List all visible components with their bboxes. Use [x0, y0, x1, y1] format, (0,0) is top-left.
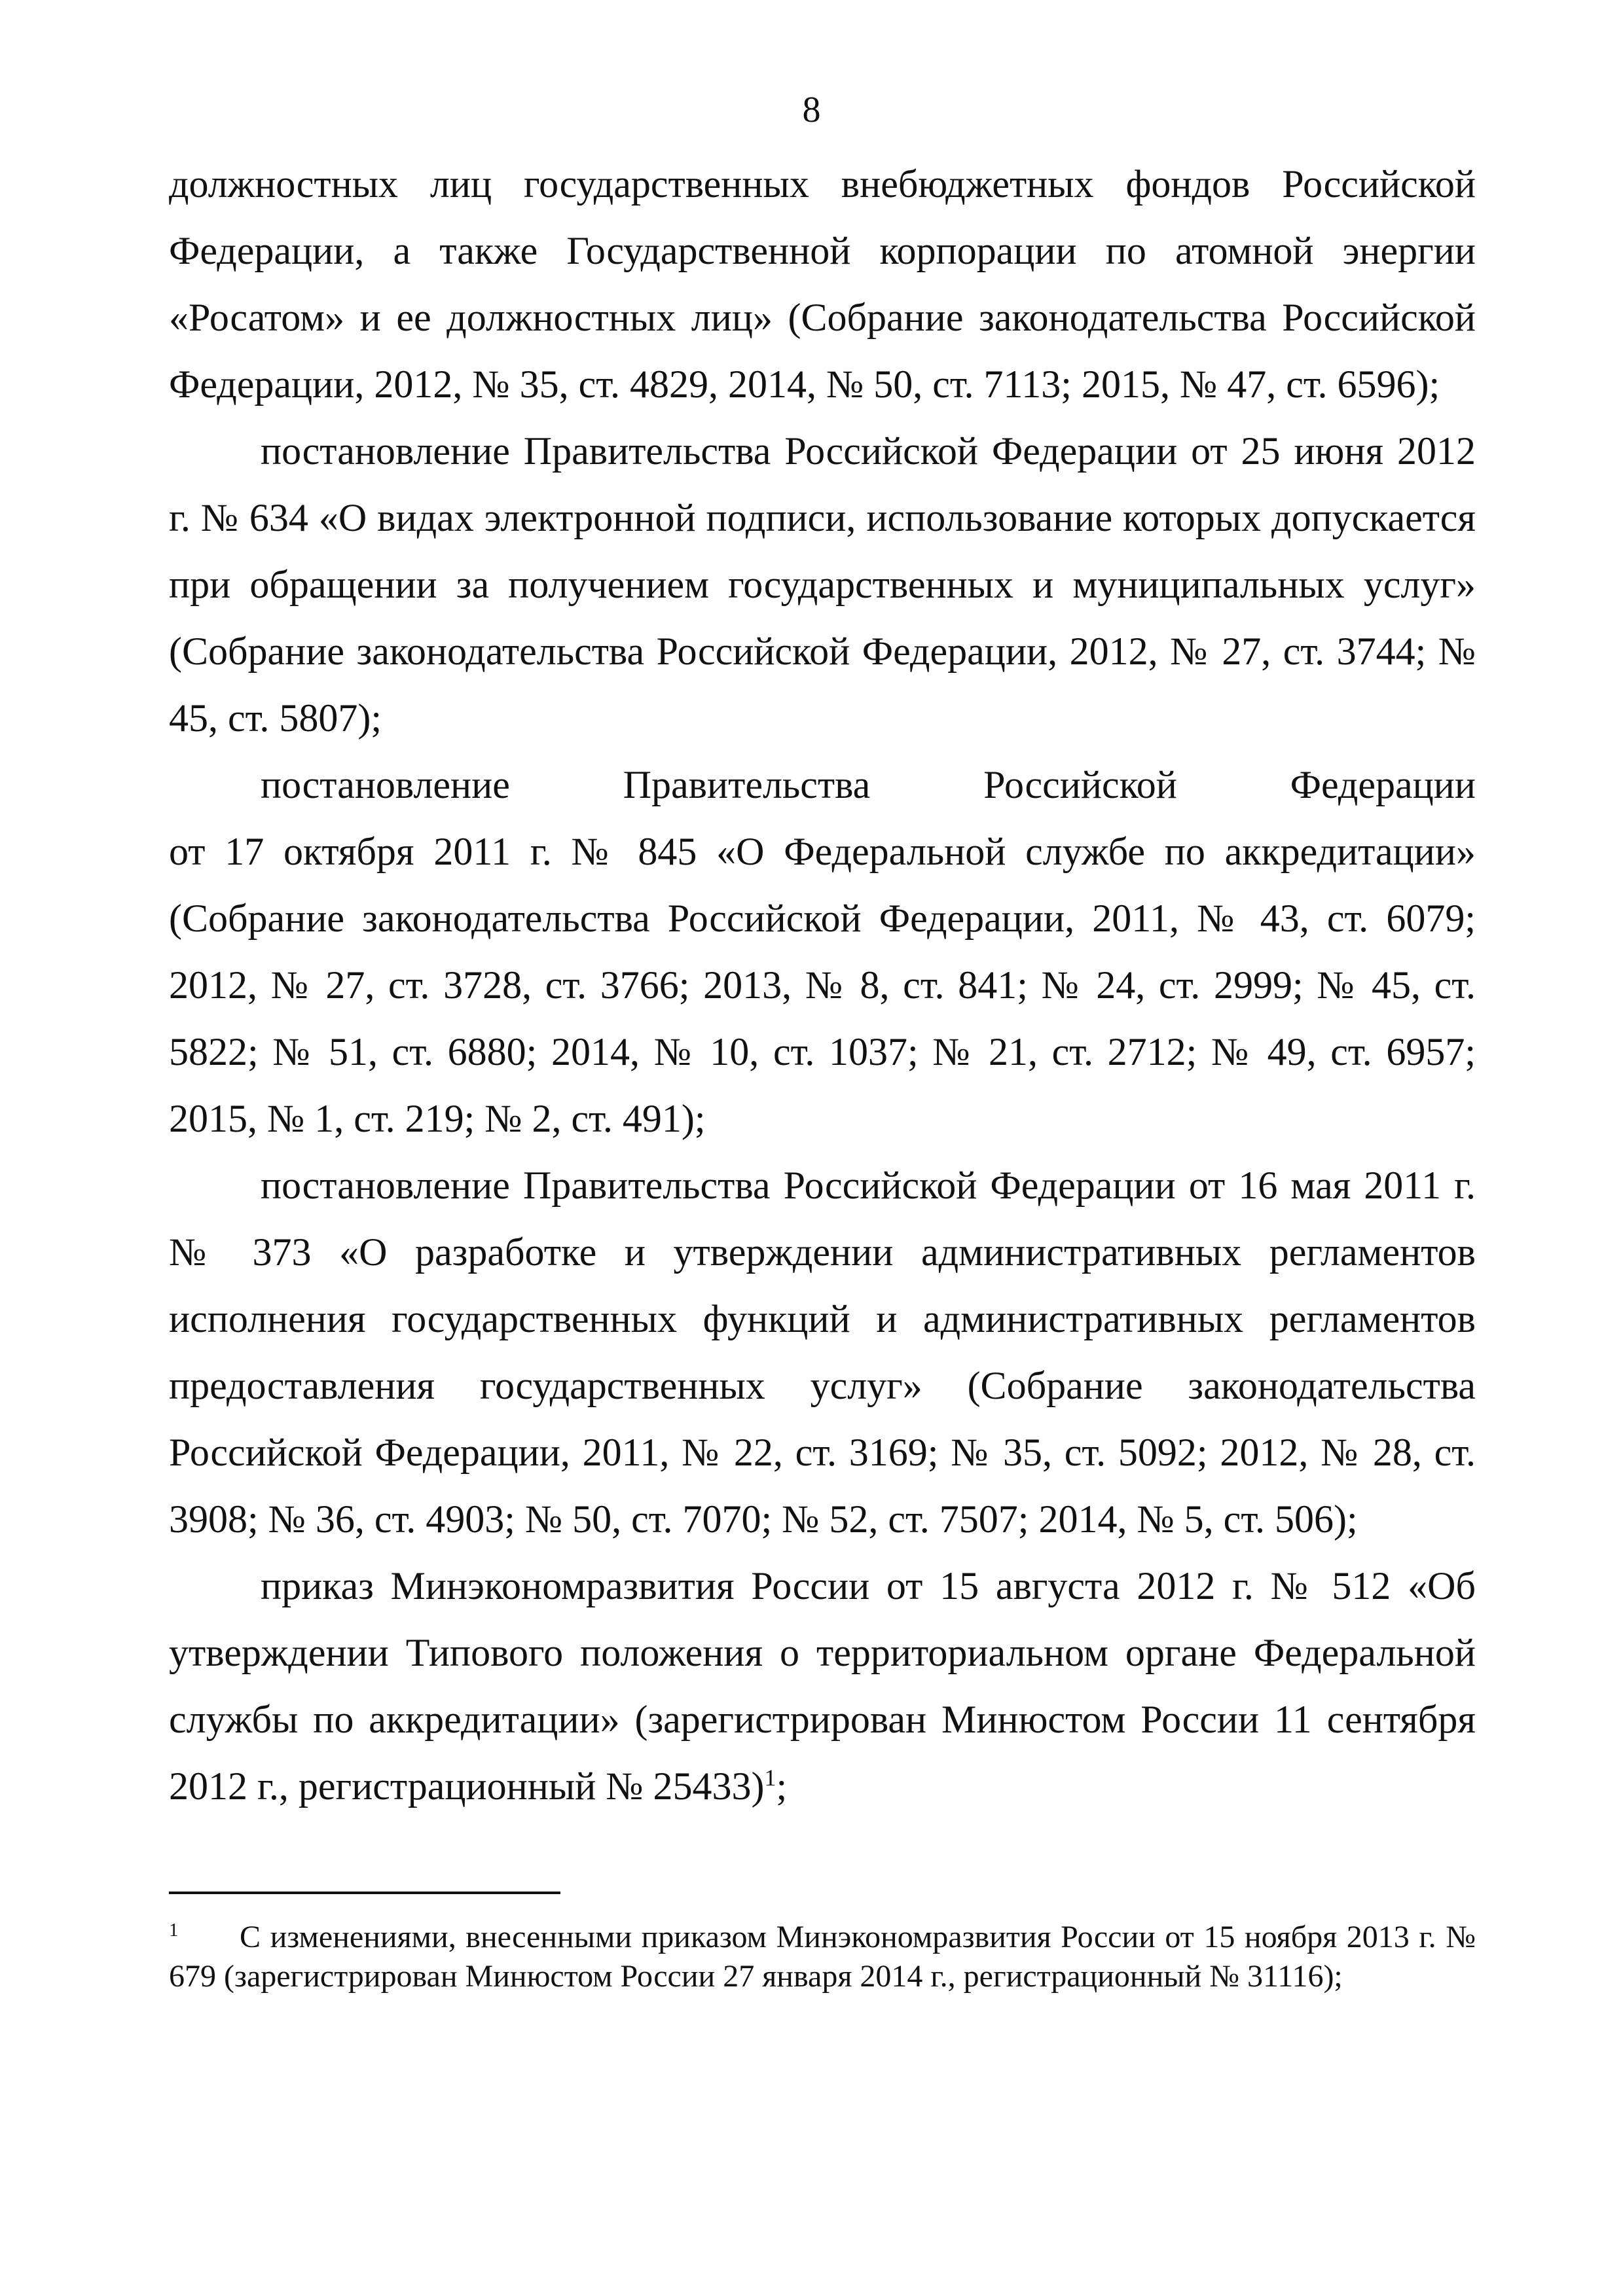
- paragraph-body: от 17 октября 2011 г. № 845 «О Федеральной службе по аккредитации» (Собрание законодательства Российской Федерации, 2011, № 43, ст. 6079; 2012, № 27, ст. 3728, ст. 3766; 2013, № 8, ст. 841; № 24, ст. 2999; № 45, ст. 5822; № 51, ст. 6880; 2014, № 10, ст. 1037; № 21, ст. 2712; № 49, ст. 6957; 2015, № 1, ст. 219; № 2, ст. 491);: [169, 830, 1476, 1140]
- document-body: [169, 151, 1476, 1820]
- page-number: 8: [802, 90, 821, 130]
- paragraph-resolution-634: постановление Правительства Российской Федерации от 25 июня 2012 г. № 634 «О видах электронной подписи, использование которых допускается при обращении за получением государственных и муниципальных услуг» (Собрание законодательства Российской Федерации, 2012, № 27, ст. 3744; № 45, ст. 5807);: [169, 429, 1476, 740]
- order-text: приказ Минэкономразвития России от 15 августа 2012 г. № 512 «Об утверждении Типового положения о территориальном органе Федеральной службы по аккредитации» (зарегистрирован Минюстом России 11 сентября 2012 г., регистрационный № 25433): [169, 1564, 1476, 1808]
- order-tail: ;: [776, 1765, 788, 1808]
- paragraph-resolution-845: [169, 751, 1476, 1152]
- footnote: $^1$ С изменениями, внесенными приказом Минэкономразвития России от 15 ноября 2013 г. № 679 (зарегистрирован Минюстом России 27 января 2014 г., регистрационный № 31116);: [169, 1920, 1476, 1994]
- paragraph-resolution-373: постановление Правительства Российской Федерации от 16 мая 2011 г. № 373 «О разработке и утверждении административных регламентов исполнения государственных функций и административных регламентов предоставления государственных услуг» (Собрание законодательства Российской Федерации, 2011, № 22, ст. 3169; № 35, ст. 5092; 2012, № 28, ст. 3908; № 36, ст. 4903; № 50, ст. 7070; № 52, ст. 7507; 2014, № 5, ст. 506);: [169, 1164, 1476, 1541]
- footnote-divider: [169, 1892, 560, 1894]
- paragraph-first-line: постановление Правительства Российской Федерации: [261, 763, 1476, 806]
- footnote-text: С изменениями, внесенными приказом Минэкономразвития России от 15 ноября 2013 г. № 679 (зарегистрирован Минюстом России 27 января 2014 г., регистрационный № 31116);: [169, 1920, 1476, 1994]
- paragraph-order-512: [169, 1552, 1476, 1820]
- paragraph-continuation: должностных лиц государственных внебюджетных фондов Российской Федерации, а также Государственной корпорации по атомной энергии «Росатом» и ее должностных лиц» (Собрание законодательства Российской Федерации, 2012, № 35, ст. 4829, 2014, № 50, ст. 7113; 2015, № 47, ст. 6596);: [169, 162, 1476, 406]
- footnote-reference[interactable]: 1: [764, 1765, 776, 1791]
